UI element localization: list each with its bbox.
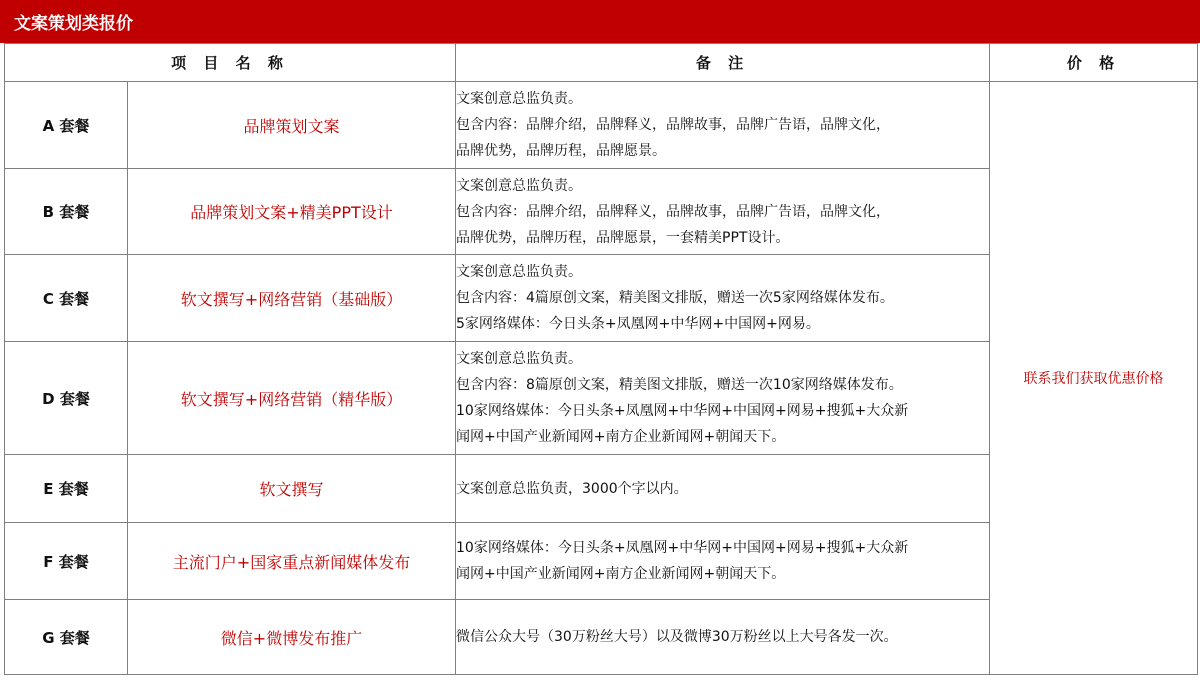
note-line: 微信公众大号（30万粉丝大号）以及微博30万粉丝以上大号各发一次。 <box>456 629 898 645</box>
note-line: 5家网络媒体：今日头条+凤凰网+中华网+中国网+网易。 <box>456 316 820 332</box>
page-title: 文案策划类报价 <box>14 14 133 34</box>
price-table <box>4 43 1198 675</box>
package-label: E 套餐 <box>5 455 128 523</box>
package-label: C 套餐 <box>5 255 128 342</box>
package-label: D 套餐 <box>5 342 128 455</box>
note-line: 闻网+中国产业新闻网+南方企业新闻网+朝闻天下。 <box>456 566 786 582</box>
note-line: 包含内容：4篇原创文案，精美图文排版，赠送一次5家网络媒体发布。 <box>456 290 894 306</box>
header-remark: 备 注 <box>456 44 990 82</box>
package-label: G 套餐 <box>5 600 128 675</box>
package-name: 品牌策划文案 <box>128 82 456 169</box>
package-note <box>456 255 990 342</box>
note-line: 品牌优势，品牌历程，品牌愿景，一套精美PPT设计。 <box>456 229 790 246</box>
package-name: 软文撰写+网络营销（基础版） <box>128 255 456 342</box>
title-bar <box>0 0 1200 43</box>
note-line: 文案创意总监负责。 <box>456 91 583 107</box>
package-name: 微信+微博发布推广 <box>128 600 456 675</box>
package-name: 软文撰写+网络营销（精华版） <box>128 342 456 455</box>
note-line: 文案创意总监负责。 <box>456 351 583 367</box>
package-note <box>456 455 990 523</box>
note-line: 10家网络媒体：今日头条+凤凰网+中华网+中国网+网易+搜狐+大众新 <box>456 540 909 556</box>
note-line: 包含内容：品牌介绍，品牌释义，品牌故事，品牌广告语，品牌文化， <box>456 203 891 220</box>
package-note <box>456 169 990 255</box>
package-label: B 套餐 <box>5 169 128 255</box>
note-line: 品牌优势，品牌历程，品牌愿景。 <box>456 143 667 159</box>
note-line: 文案创意总监负责。 <box>456 264 583 280</box>
note-line: 闻网+中国产业新闻网+南方企业新闻网+朝闻天下。 <box>456 429 786 445</box>
package-name: 主流门户+国家重点新闻媒体发布 <box>128 523 456 600</box>
header-price: 价 格 <box>990 44 1198 82</box>
header-row <box>5 44 1198 82</box>
package-label: A 套餐 <box>5 82 128 169</box>
note-line: 文案创意总监负责，3000个字以内。 <box>456 480 688 497</box>
package-note <box>456 600 990 675</box>
note-line: 10家网络媒体：今日头条+凤凰网+中华网+中国网+网易+搜狐+大众新 <box>456 403 909 419</box>
package-name: 品牌策划文案+精美PPT设计 <box>128 169 456 255</box>
table-row <box>5 82 1198 169</box>
package-note <box>456 523 990 600</box>
note-line: 包含内容：品牌介绍，品牌释义，品牌故事，品牌广告语，品牌文化， <box>456 117 891 133</box>
note-line: 文案创意总监负责。 <box>456 177 583 194</box>
package-note <box>456 342 990 455</box>
package-name: 软文撰写 <box>128 455 456 523</box>
price-cell: 联系我们获取优惠价格 <box>990 82 1198 675</box>
note-line: 包含内容：8篇原创文案，精美图文排版，赠送一次10家网络媒体发布。 <box>456 377 903 393</box>
package-note <box>456 82 990 169</box>
header-item: 项 目 名 称 <box>5 44 456 82</box>
package-label: F 套餐 <box>5 523 128 600</box>
